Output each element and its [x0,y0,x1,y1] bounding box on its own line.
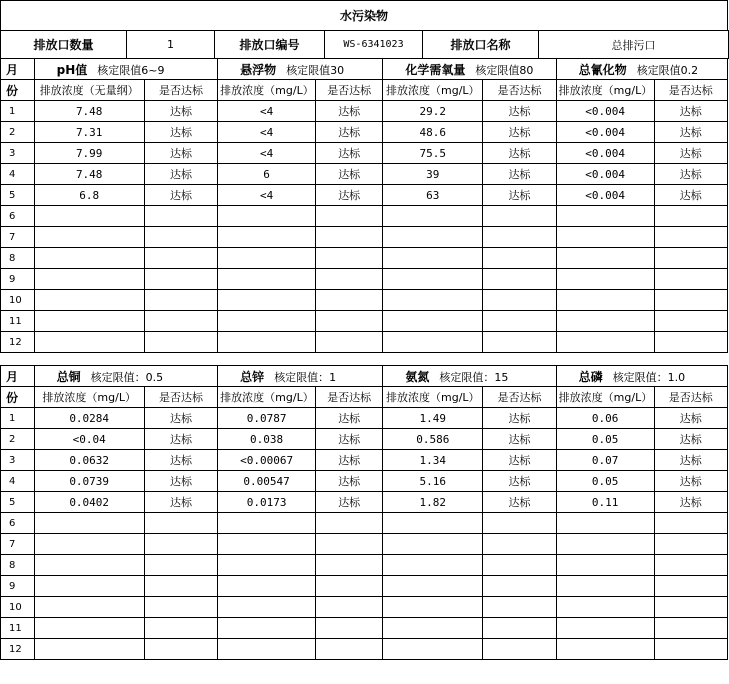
outlet-id-value: WS-6341023 [325,31,423,59]
concentration-cell: <0.004 [556,185,654,206]
compliance-cell [483,290,556,311]
compliance-cell: 达标 [654,450,727,471]
compliance-cell: 达标 [483,492,556,513]
compliance-cell: 达标 [144,450,217,471]
compliance-cell [316,534,383,555]
month-cell: 5 [1,185,35,206]
concentration-cell: 0.07 [556,450,654,471]
table-row [1,534,728,555]
concentration-cell [556,332,654,353]
outlet-id-label: 排放口编号 [215,31,325,59]
parameter-name: 总铜 [56,369,81,384]
concentration-cell [34,555,144,576]
concentration-cell: 1.82 [383,492,483,513]
pollutant-table-top [0,58,728,353]
compliance-cell [654,513,727,534]
concentration-cell: <0.004 [556,122,654,143]
parameter-header [556,59,727,80]
compliance-cell [144,311,217,332]
table-row [1,311,728,332]
compliance-cell [144,248,217,269]
concentration-cell [383,311,483,332]
outlet-count-label: 排放口数量 [1,31,127,59]
compliance-cell [144,618,217,639]
concentration-cell [556,269,654,290]
table-row [1,597,728,618]
parameter-limit: 核定限值80 [475,63,534,77]
concentration-cell [34,597,144,618]
concentration-cell: 6.8 [34,185,144,206]
compliance-cell: 达标 [654,408,727,429]
month-cell: 7 [1,227,35,248]
month-cell: 5 [1,492,35,513]
concentration-cell: 0.0787 [218,408,316,429]
compliance-cell [316,576,383,597]
month-cell: 6 [1,513,35,534]
concentration-header: 排放浓度（mg/L） [218,387,316,408]
concentration-cell [556,227,654,248]
compliance-cell [316,206,383,227]
compliance-cell: 达标 [654,143,727,164]
compliance-cell: 达标 [654,101,727,122]
compliance-cell [483,206,556,227]
month-cell: 10 [1,597,35,618]
concentration-header: 排放浓度（mg/L） [383,387,483,408]
compliance-cell: 达标 [654,429,727,450]
concentration-header: 排放浓度（mg/L） [556,387,654,408]
compliance-header: 是否达标 [144,387,217,408]
table-row [1,227,728,248]
concentration-cell [218,534,316,555]
concentration-cell: <0.004 [556,101,654,122]
table-row [1,513,728,534]
compliance-cell [316,639,383,660]
concentration-cell [34,618,144,639]
parameter-header [383,59,556,80]
compliance-header: 是否达标 [144,80,217,101]
concentration-cell: 7.99 [34,143,144,164]
compliance-cell [654,597,727,618]
concentration-cell [556,534,654,555]
compliance-cell [483,618,556,639]
month-header-bottom: 份 [1,80,35,101]
concentration-header: 排放浓度（mg/L） [556,80,654,101]
concentration-cell: 0.0402 [34,492,144,513]
concentration-cell: 0.05 [556,471,654,492]
compliance-cell [654,576,727,597]
concentration-cell [218,513,316,534]
month-cell: 1 [1,408,35,429]
compliance-cell [144,555,217,576]
month-cell: 3 [1,450,35,471]
outlet-info-table [0,30,729,59]
compliance-cell [144,332,217,353]
parameter-limit: 核定限值：0.5 [90,370,164,384]
table-row [1,122,728,143]
concentration-cell [383,639,483,660]
parameter-header [556,366,727,387]
compliance-cell: 达标 [483,164,556,185]
parameter-header [218,59,383,80]
table-row [1,555,728,576]
compliance-header: 是否达标 [654,387,727,408]
compliance-cell [144,576,217,597]
compliance-cell: 达标 [316,101,383,122]
concentration-cell: <4 [218,185,316,206]
compliance-cell [654,248,727,269]
compliance-cell: 达标 [654,122,727,143]
concentration-cell: 5.16 [383,471,483,492]
concentration-cell [383,534,483,555]
concentration-cell [556,618,654,639]
compliance-cell [483,513,556,534]
concentration-cell: 48.6 [383,122,483,143]
month-cell: 1 [1,101,35,122]
month-cell: 4 [1,471,35,492]
compliance-cell [483,248,556,269]
concentration-cell [34,534,144,555]
compliance-cell [654,227,727,248]
concentration-cell [218,618,316,639]
concentration-cell: 0.038 [218,429,316,450]
concentration-cell [556,555,654,576]
month-cell: 9 [1,576,35,597]
compliance-cell [483,534,556,555]
compliance-cell: 达标 [654,471,727,492]
concentration-cell: 7.31 [34,122,144,143]
compliance-cell: 达标 [483,408,556,429]
compliance-cell: 达标 [144,408,217,429]
concentration-header: 排放浓度（mg/L） [218,80,316,101]
compliance-cell [654,290,727,311]
concentration-cell [383,576,483,597]
table-row [1,429,728,450]
concentration-cell: <0.004 [556,164,654,185]
compliance-cell: 达标 [144,143,217,164]
concentration-cell: 39 [383,164,483,185]
parameter-limit: 核定限值0.2 [636,63,699,77]
compliance-cell [483,597,556,618]
compliance-cell [483,269,556,290]
compliance-cell: 达标 [144,471,217,492]
concentration-cell [218,332,316,353]
month-header-top: 月 [1,59,35,80]
concentration-cell: <4 [218,143,316,164]
parameter-limit: 核定限值：15 [439,370,509,384]
table-row [1,450,728,471]
compliance-cell: 达标 [316,471,383,492]
concentration-header: 排放浓度（mg/L） [34,387,144,408]
concentration-cell [34,311,144,332]
concentration-cell: <0.004 [556,143,654,164]
parameter-header [218,366,383,387]
parameter-header [383,366,556,387]
concentration-cell [218,290,316,311]
month-header-top: 月 [1,366,35,387]
concentration-cell: 0.586 [383,429,483,450]
pollutant-table-bottom [0,365,728,660]
parameter-limit: 核定限值6~9 [97,63,165,77]
compliance-cell [316,311,383,332]
month-cell: 8 [1,555,35,576]
table-row [1,639,728,660]
parameter-header [34,366,218,387]
compliance-cell: 达标 [144,164,217,185]
concentration-cell [218,248,316,269]
concentration-cell [383,513,483,534]
report-title: 水污染物 [1,1,728,31]
parameter-name: pH值 [56,62,88,77]
concentration-header: 排放浓度（mg/L） [383,80,483,101]
concentration-cell [34,248,144,269]
compliance-cell [316,227,383,248]
month-cell: 11 [1,311,35,332]
compliance-cell: 达标 [654,185,727,206]
compliance-cell [144,227,217,248]
concentration-cell: 1.34 [383,450,483,471]
month-cell: 2 [1,122,35,143]
concentration-cell: 0.06 [556,408,654,429]
compliance-cell [654,639,727,660]
parameter-name: 总磷 [578,369,603,384]
report-title-table [0,0,728,31]
concentration-cell [34,290,144,311]
concentration-cell [34,332,144,353]
concentration-cell [556,311,654,332]
month-cell: 4 [1,164,35,185]
concentration-cell [556,290,654,311]
parameter-limit: 核定限值：1 [274,370,337,384]
concentration-cell: 7.48 [34,164,144,185]
concentration-cell [556,597,654,618]
compliance-cell: 达标 [316,450,383,471]
table-row [1,492,728,513]
concentration-cell: 0.00547 [218,471,316,492]
table-row [1,618,728,639]
concentration-cell: 0.11 [556,492,654,513]
table-row [1,576,728,597]
compliance-cell: 达标 [316,122,383,143]
parameter-name: 化学需氧量 [405,62,466,77]
concentration-cell [556,576,654,597]
compliance-cell: 达标 [144,185,217,206]
concentration-cell: 0.0739 [34,471,144,492]
compliance-cell [316,513,383,534]
concentration-cell: <4 [218,122,316,143]
compliance-cell: 达标 [316,164,383,185]
compliance-header: 是否达标 [316,80,383,101]
compliance-cell [483,555,556,576]
compliance-cell [144,513,217,534]
concentration-cell [383,290,483,311]
compliance-cell: 达标 [654,164,727,185]
compliance-cell [316,618,383,639]
compliance-cell [144,597,217,618]
compliance-cell: 达标 [316,408,383,429]
parameter-limit: 核定限值：1.0 [612,370,686,384]
concentration-cell [34,206,144,227]
concentration-cell: 0.05 [556,429,654,450]
compliance-cell [483,227,556,248]
compliance-cell: 达标 [316,185,383,206]
table-row [1,185,728,206]
parameter-name: 总锌 [240,369,265,384]
concentration-cell: 6 [218,164,316,185]
compliance-cell [654,311,727,332]
table-row [1,206,728,227]
compliance-cell: 达标 [654,492,727,513]
compliance-cell: 达标 [316,429,383,450]
month-cell: 12 [1,332,35,353]
concentration-cell [34,227,144,248]
compliance-cell: 达标 [483,122,556,143]
table-row [1,408,728,429]
concentration-cell [218,311,316,332]
concentration-cell [218,269,316,290]
month-cell: 2 [1,429,35,450]
concentration-cell: <0.04 [34,429,144,450]
concentration-cell: 0.0284 [34,408,144,429]
compliance-cell [654,534,727,555]
concentration-cell: 63 [383,185,483,206]
table-row [1,290,728,311]
compliance-cell [654,269,727,290]
table-row [1,471,728,492]
concentration-cell: 7.48 [34,101,144,122]
compliance-cell: 达标 [144,492,217,513]
compliance-cell [654,206,727,227]
compliance-header: 是否达标 [483,387,556,408]
concentration-cell [383,248,483,269]
table-row [1,248,728,269]
compliance-cell [316,597,383,618]
month-cell: 12 [1,639,35,660]
compliance-cell [144,534,217,555]
parameter-header [34,59,218,80]
compliance-cell: 达标 [144,429,217,450]
concentration-cell [383,269,483,290]
outlet-name-label: 排放口名称 [423,31,539,59]
month-cell: 10 [1,290,35,311]
month-cell: 3 [1,143,35,164]
compliance-header: 是否达标 [316,387,383,408]
concentration-cell [383,206,483,227]
table-row [1,269,728,290]
compliance-cell: 达标 [316,143,383,164]
compliance-cell [654,618,727,639]
concentration-cell [383,227,483,248]
concentration-cell [218,555,316,576]
compliance-cell [316,269,383,290]
compliance-cell: 达标 [316,492,383,513]
concentration-cell [34,639,144,660]
concentration-cell [218,576,316,597]
compliance-header: 是否达标 [483,80,556,101]
compliance-cell [483,332,556,353]
month-cell: 11 [1,618,35,639]
compliance-cell: 达标 [483,101,556,122]
month-cell: 9 [1,269,35,290]
concentration-cell [34,269,144,290]
compliance-cell [316,290,383,311]
concentration-cell [383,618,483,639]
compliance-cell: 达标 [483,471,556,492]
table-row [1,332,728,353]
concentration-cell: 29.2 [383,101,483,122]
compliance-cell [316,555,383,576]
month-header-bottom: 份 [1,387,35,408]
compliance-cell [144,290,217,311]
concentration-cell [34,576,144,597]
compliance-cell: 达标 [483,429,556,450]
table-row [1,164,728,185]
parameter-name: 氨氮 [405,369,430,384]
compliance-cell [144,639,217,660]
concentration-cell: 0.0632 [34,450,144,471]
compliance-cell: 达标 [144,122,217,143]
concentration-cell: <4 [218,101,316,122]
concentration-cell [218,597,316,618]
compliance-cell [483,576,556,597]
compliance-header: 是否达标 [654,80,727,101]
compliance-cell [483,311,556,332]
compliance-cell [144,206,217,227]
parameter-limit: 核定限值30 [286,63,345,77]
outlet-count-value: 1 [127,31,215,59]
table-row [1,143,728,164]
concentration-cell [556,513,654,534]
concentration-cell [34,513,144,534]
concentration-cell [383,555,483,576]
concentration-cell: 1.49 [383,408,483,429]
concentration-cell: <0.00067 [218,450,316,471]
compliance-cell [654,555,727,576]
compliance-cell: 达标 [483,450,556,471]
concentration-cell [556,639,654,660]
compliance-cell [316,332,383,353]
parameter-name: 悬浮物 [240,62,277,77]
table-row [1,101,728,122]
compliance-cell: 达标 [483,143,556,164]
compliance-cell [654,332,727,353]
compliance-cell: 达标 [483,185,556,206]
concentration-cell [383,332,483,353]
parameter-name: 总氰化物 [578,62,627,77]
concentration-cell [218,227,316,248]
month-cell: 6 [1,206,35,227]
concentration-cell: 0.0173 [218,492,316,513]
compliance-cell [316,248,383,269]
concentration-header: 排放浓度（无量纲） [34,80,144,101]
month-cell: 7 [1,534,35,555]
concentration-cell [556,248,654,269]
compliance-cell: 达标 [144,101,217,122]
concentration-cell: 75.5 [383,143,483,164]
concentration-cell [218,206,316,227]
compliance-cell [483,639,556,660]
concentration-cell [556,206,654,227]
concentration-cell [383,597,483,618]
compliance-cell [144,269,217,290]
month-cell: 8 [1,248,35,269]
outlet-name-value: 总排污口 [539,31,729,59]
concentration-cell [218,639,316,660]
